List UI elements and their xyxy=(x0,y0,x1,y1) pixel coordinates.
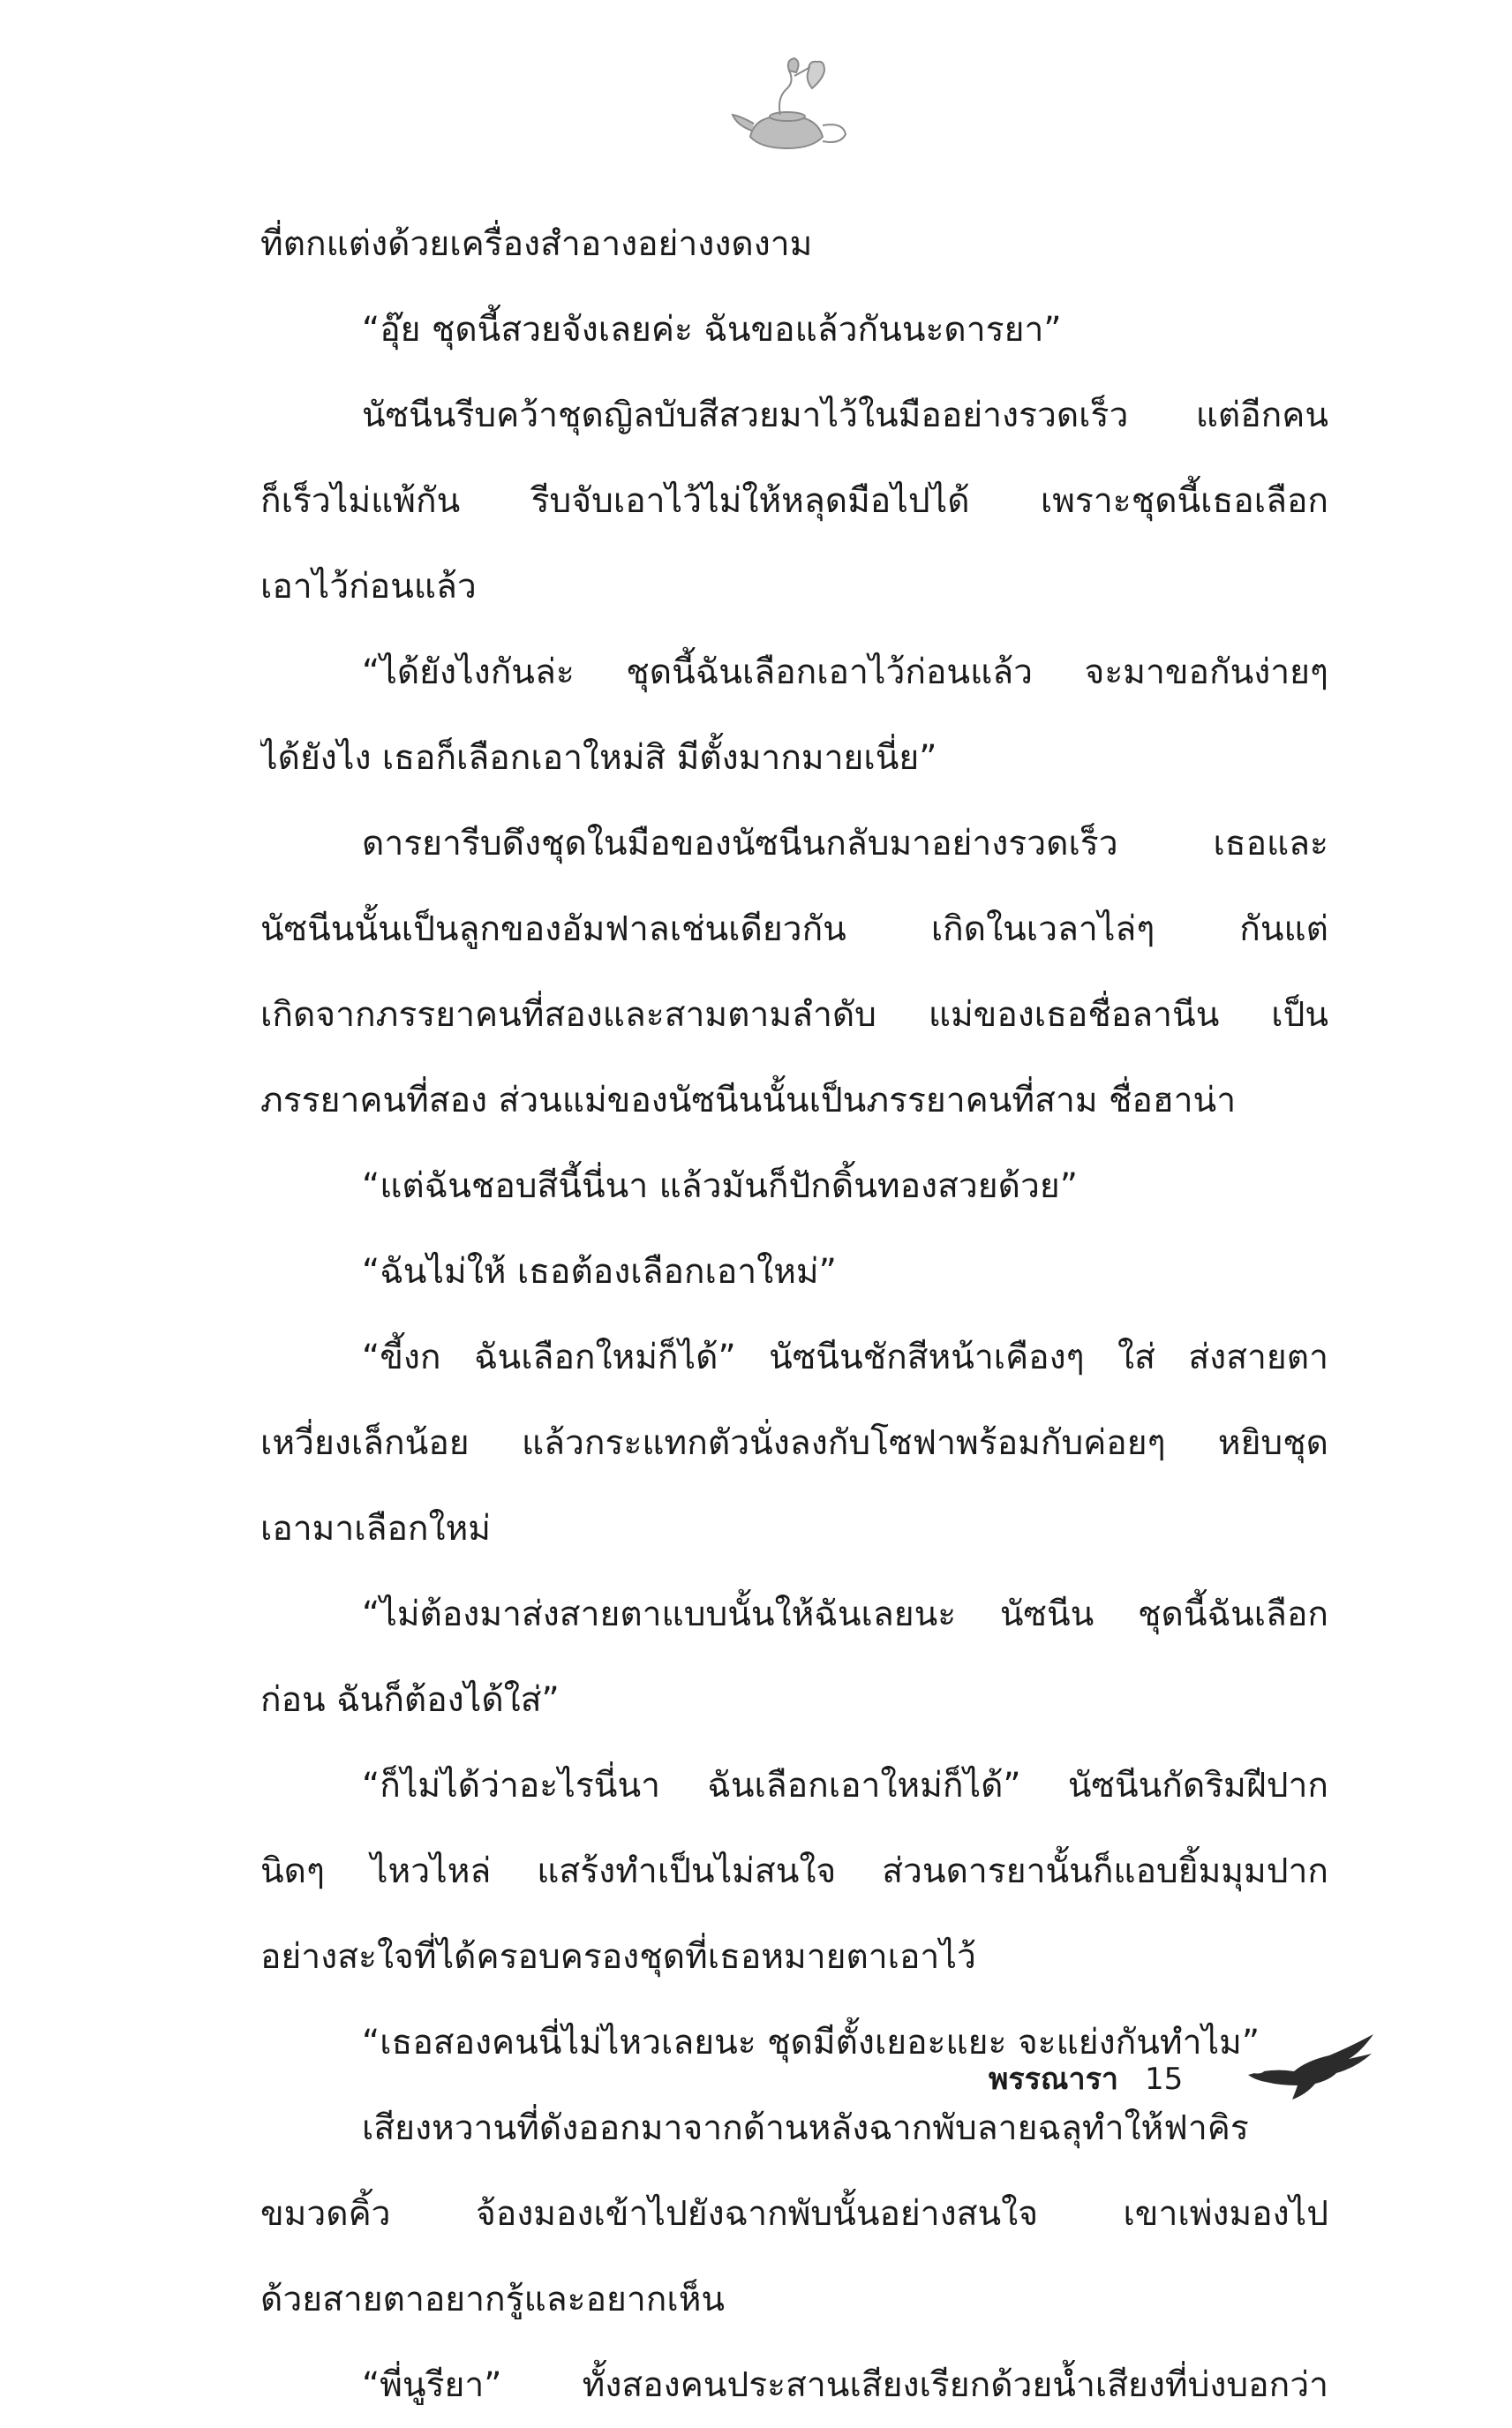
text-line: อย่างสะใจที่ได้ครอบครองชุดที่เธอหมายตาเอาไว้ xyxy=(260,1937,976,1977)
book-title: พรรณารา xyxy=(989,2062,1118,2097)
genie-lamp-ornament-icon xyxy=(724,53,865,159)
text-line: “พี่นูรียา” ทั้งสองคนประสานเสียงเรียกด้วยน้ำเสียงที่บ่งบอกว่า xyxy=(362,2365,1328,2405)
text-line: “เธอสองคนนี่ไม่ไหวเลยนะ ชุดมีตั้งเยอะแยะ จะแย่งกันทำไม” xyxy=(362,2023,1260,2062)
text-line: เอามาเลือกใหม่ xyxy=(260,1509,491,1549)
text-line: เอาไว้ก่อนแล้ว xyxy=(260,567,477,607)
text-line: นัซนีนนั้นเป็นลูกของอัมฟาลเช่นเดียวกัน เกิดในเวลาไล่ๆ กันแต่ xyxy=(260,909,1328,949)
text-line: ขมวดคิ้ว จ้องมองเข้าไปยังฉากพับนั้นอย่างสนใจ เขาเพ่งมองไป xyxy=(260,2194,1328,2234)
text-line: ได้ยังไง เธอก็เลือกเอาใหม่สิ มีตั้งมากมายเนี่ย” xyxy=(260,738,937,778)
text-line: “ไม่ต้องมาส่งสายตาแบบนั้นให้ฉันเลยนะ นัซนีน ชุดนี้ฉันเลือก xyxy=(362,1595,1328,1634)
text-line: ดารยารีบดึงชุดในมือของนัซนีนกลับมาอย่างรวดเร็ว เธอและ xyxy=(362,824,1328,863)
page-number: 15 xyxy=(1144,2062,1184,2097)
text-line: นัซนีนรีบคว้าชุดญิลบับสีสวยมาไว้ในมืออย่างรวดเร็ว แต่อีกคน xyxy=(362,396,1328,435)
text-line: นิดๆ ไหวไหล่ แสร้งทำเป็นไม่สนใจ ส่วนดารยานั้นก็แอบยิ้มมุมปาก xyxy=(260,1851,1328,1891)
text-line: เหวี่ยงเล็กน้อย แล้วกระแทกตัวนั่งลงกับโซฟาพร้อมกับค่อยๆ หยิบชุด xyxy=(260,1423,1328,1463)
text-line: ก่อน ฉันก็ต้องได้ใส่” xyxy=(260,1680,560,1720)
text-line: ที่ตกแต่งด้วยเครื่องสำอางอย่างงดงาม xyxy=(260,224,813,264)
text-line: ก็เร็วไม่แพ้กัน รีบจับเอาไว้ไม่ให้หลุดมือไปได้ เพราะชุดนี้เธอเลือก xyxy=(260,481,1328,521)
text-line: เกิดจากภรรยาคนที่สองและสามตามลำดับ แม่ของเธอชื่อลานีน เป็น xyxy=(260,995,1328,1035)
text-line: “แต่ฉันชอบสีนี้นี่นา แล้วมันก็ปักดิ้นทองสวยด้วย” xyxy=(362,1166,1078,1206)
text-line: “ฉันไม่ให้ เธอต้องเลือกเอาใหม่” xyxy=(362,1252,837,1292)
text-line: ด้วยสายตาอยากรู้และอยากเห็น xyxy=(260,2280,726,2319)
eagle-ornament-icon xyxy=(1245,2029,1377,2108)
text-line: “ขี้งก ฉันเลือกใหม่ก็ได้” นัซนีนชักสีหน้าเคืองๆ ใส่ ส่งสายตา xyxy=(362,1338,1328,1377)
text-line: ภรรยาคนที่สอง ส่วนแม่ของนัซนีนนั้นเป็นภรรยาคนที่สาม ชื่อฮาน่า xyxy=(260,1081,1237,1120)
text-line: “อุ๊ย ชุดนี้สวยจังเลยค่ะ ฉันขอแล้วกันนะดารยา” xyxy=(362,310,1062,350)
text-line: “ได้ยังไงกันล่ะ ชุดนี้ฉันเลือกเอาไว้ก่อนแล้ว จะมาขอกันง่ายๆ xyxy=(362,652,1328,692)
page-footer xyxy=(989,2057,1183,2101)
text-line: เสียงหวานที่ดังออกมาจากด้านหลังฉากพับลายฉลุทำให้ฟาคิร xyxy=(362,2108,1249,2148)
text-line: “ก็ไม่ได้ว่าอะไรนี่นา ฉันเลือกเอาใหม่ก็ได้” นัซนีนกัดริมฝีปาก xyxy=(362,1766,1328,1806)
